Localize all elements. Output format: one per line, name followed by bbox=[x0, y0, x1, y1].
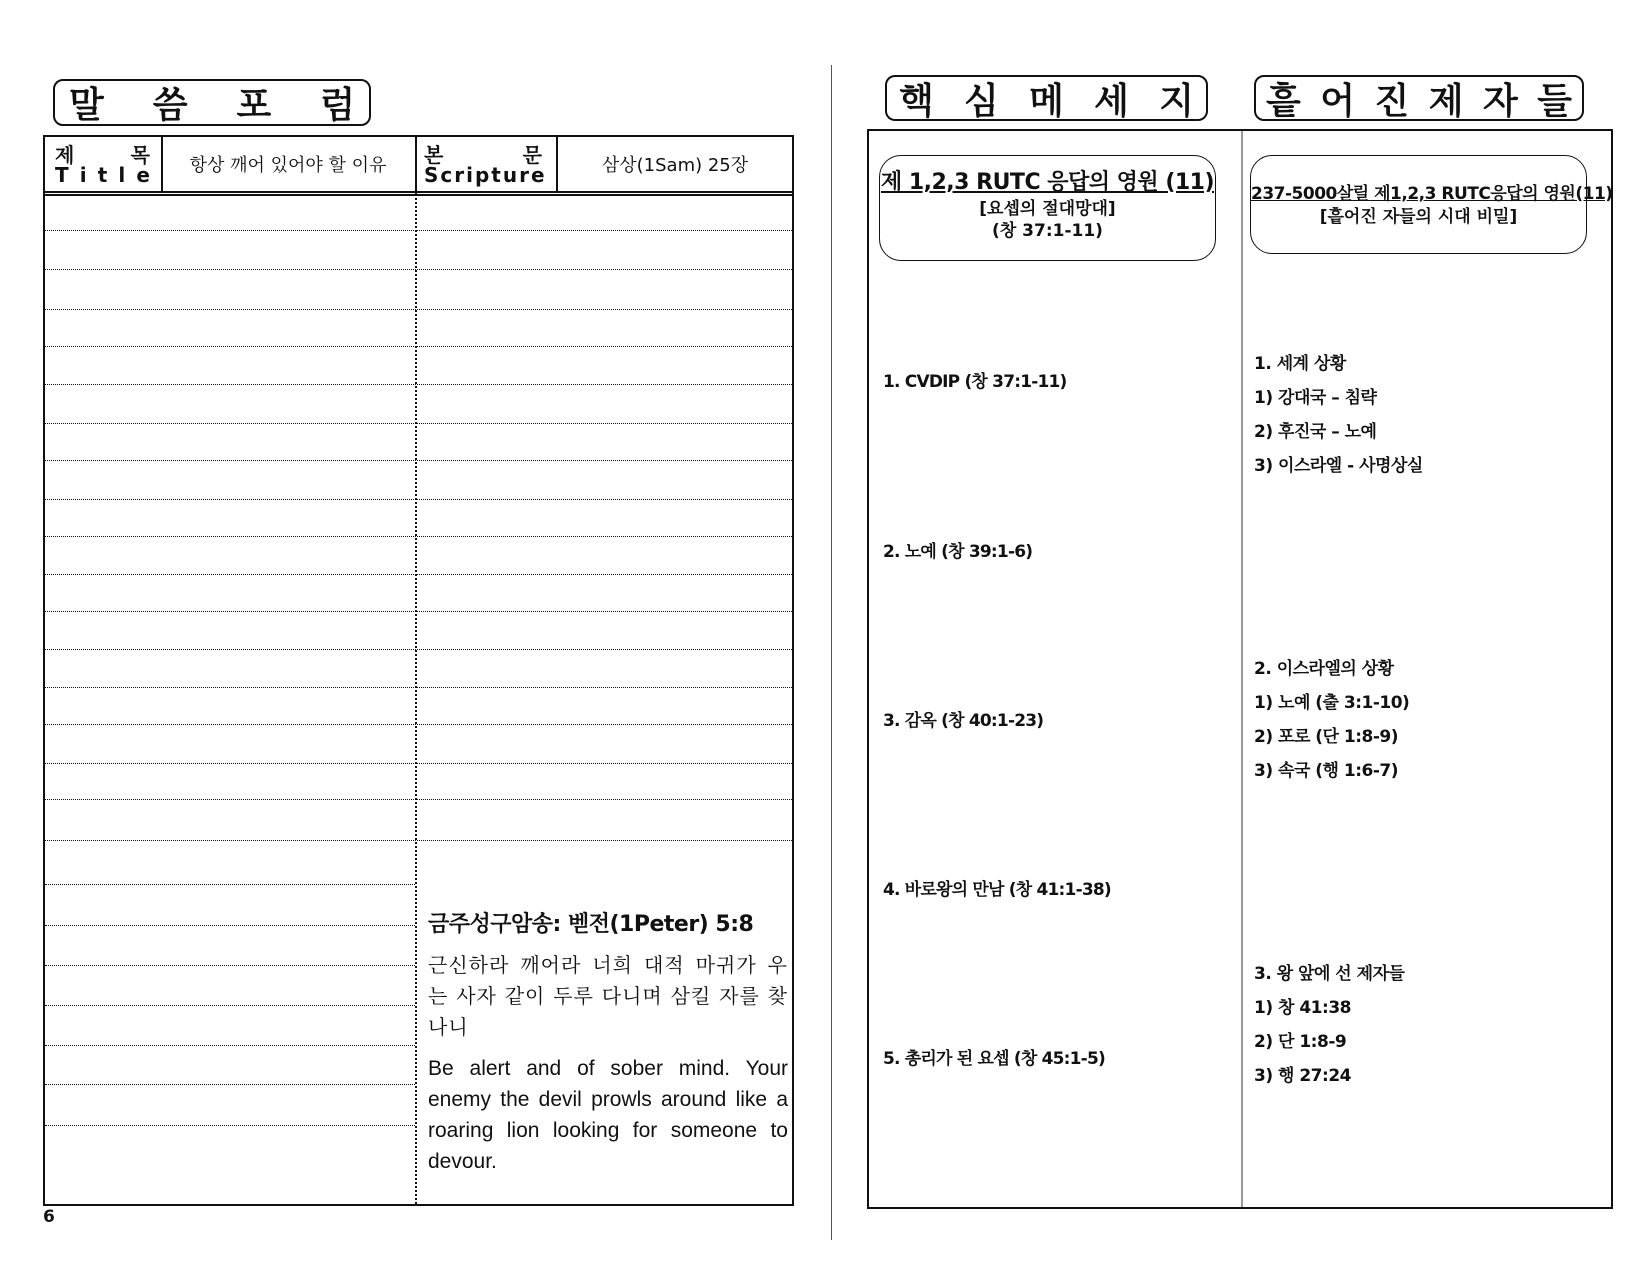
scattered-group-1 bbox=[1254, 347, 1423, 483]
writing-line bbox=[45, 460, 794, 461]
core-message-subtitle: [요셉의 절대망대] bbox=[979, 199, 1116, 219]
group-line: 3. 왕 앞에 선 제자들 bbox=[1254, 964, 1405, 984]
label-char: e bbox=[136, 163, 150, 187]
header-char: 들 bbox=[1537, 80, 1572, 122]
header-char: 포 bbox=[236, 85, 272, 126]
writing-line bbox=[45, 536, 794, 537]
header-char: 심 bbox=[964, 80, 999, 122]
memory-verse-block bbox=[428, 907, 788, 1177]
writing-line bbox=[45, 884, 415, 885]
writing-line bbox=[45, 499, 794, 500]
header-char: 씀 bbox=[152, 85, 188, 126]
scattered-disciples-title-box bbox=[1250, 155, 1613, 254]
writing-line bbox=[45, 965, 415, 966]
writing-line bbox=[45, 574, 794, 575]
header-scattered-disciples bbox=[1254, 75, 1584, 121]
title-label-english bbox=[55, 163, 150, 187]
core-point-2: 2. 노예 (창 39:1-6) bbox=[883, 542, 1033, 562]
column-divider bbox=[1241, 131, 1243, 1207]
scattered-title: 237-5000살릴 제1,2,3 RUTC응답의 영원(11) bbox=[1251, 184, 1613, 204]
memory-verse-title: 금주성구암송: 벧전(1Peter) 5:8 bbox=[428, 912, 754, 937]
writing-line bbox=[45, 649, 794, 650]
writing-line bbox=[45, 230, 794, 231]
label-char: 제 bbox=[55, 143, 75, 167]
label-char: 본 bbox=[424, 143, 444, 167]
header-char: 메 bbox=[1029, 80, 1064, 122]
label-char: T bbox=[55, 163, 69, 187]
memory-verse-english: Be alert and of sober mind. Your enemy the devil prowls around like a roaring lion looking for someone to devour. bbox=[428, 1057, 788, 1173]
writing-line bbox=[45, 309, 794, 310]
header-char: 지 bbox=[1159, 80, 1194, 122]
label-char: 목 bbox=[130, 143, 150, 167]
label-char: 문 bbox=[522, 143, 542, 167]
header-char: 진 bbox=[1374, 80, 1410, 122]
page-number: 6 bbox=[43, 1207, 55, 1227]
scattered-group-2 bbox=[1254, 652, 1409, 788]
group-line: 1) 노예 (출 3:1-10) bbox=[1254, 693, 1410, 713]
group-line: 2) 후진국 – 노예 bbox=[1254, 422, 1377, 442]
core-point-5: 5. 총리가 된 요셉 (창 45:1-5) bbox=[883, 1049, 1105, 1069]
writing-line bbox=[45, 269, 794, 270]
writing-line bbox=[45, 840, 794, 841]
header-char: 핵 bbox=[899, 80, 934, 122]
writing-line bbox=[45, 611, 794, 612]
group-line: 2) 포로 (단 1:8-9) bbox=[1254, 727, 1398, 747]
writing-line bbox=[45, 799, 794, 800]
group-line: 2. 이스라엘의 상황 bbox=[1254, 659, 1394, 679]
message-table bbox=[867, 129, 1613, 1209]
core-point-1: 1. CVDIP (창 37:1-11) bbox=[883, 372, 1067, 392]
group-line: 3) 행 27:24 bbox=[1254, 1066, 1351, 1086]
header-char: 말 bbox=[69, 85, 104, 126]
notes-table bbox=[43, 135, 794, 1206]
header-core-message bbox=[885, 75, 1208, 121]
header-char: 제 bbox=[1428, 80, 1464, 122]
writing-line bbox=[45, 384, 794, 385]
core-message-title-box bbox=[879, 155, 1216, 261]
header-char: 어 bbox=[1320, 80, 1356, 122]
core-message-reference: (창 37:1-11) bbox=[992, 221, 1103, 241]
writing-line bbox=[45, 724, 794, 725]
header-char: 흩 bbox=[1266, 80, 1301, 122]
writing-line bbox=[45, 1084, 415, 1085]
page-header-malsseum-forum bbox=[53, 79, 371, 126]
core-message-title: 제 1,2,3 RUTC 응답의 영원 (11) bbox=[880, 170, 1215, 195]
group-line: 1) 강대국 – 침략 bbox=[1254, 388, 1377, 408]
label-char: i bbox=[79, 163, 87, 187]
writing-line bbox=[45, 1005, 415, 1006]
writing-line bbox=[45, 687, 794, 688]
scripture-label-english: Scripture bbox=[424, 163, 547, 187]
header-divider bbox=[415, 137, 417, 191]
label-char: l bbox=[118, 163, 126, 187]
header-char: 자 bbox=[1482, 80, 1518, 122]
page-gutter-line bbox=[831, 65, 832, 1240]
writing-line bbox=[45, 763, 794, 764]
header-char: 세 bbox=[1094, 80, 1129, 122]
notes-table-header bbox=[45, 137, 792, 196]
writing-line bbox=[45, 1045, 415, 1046]
header-char: 럼 bbox=[320, 85, 355, 126]
group-line: 1) 창 41:38 bbox=[1254, 998, 1351, 1018]
writing-line bbox=[45, 423, 794, 424]
group-line: 2) 단 1:8-9 bbox=[1254, 1032, 1347, 1052]
scripture-value: 삼상(1Sam) 25장 bbox=[601, 155, 749, 176]
label-char: t bbox=[97, 163, 108, 187]
core-point-3: 3. 감옥 (창 40:1-23) bbox=[883, 711, 1044, 731]
group-line: 1. 세계 상황 bbox=[1254, 354, 1346, 374]
writing-line bbox=[45, 346, 794, 347]
title-value: 항상 깨어 있어야 할 이유 bbox=[189, 155, 387, 176]
writing-line bbox=[45, 925, 415, 926]
center-dotted-divider bbox=[415, 193, 417, 1204]
memory-verse-korean: 근신하라 깨어라 너희 대적 마귀가 우는 사자 같이 두루 다니며 삼킬 자를 찾나니 bbox=[428, 953, 788, 1039]
scattered-subtitle: [흩어진 자들의 시대 비밀] bbox=[1319, 207, 1518, 227]
group-line: 3) 속국 (행 1:6-7) bbox=[1254, 761, 1398, 781]
group-line: 3) 이스라엘 - 사명상실 bbox=[1254, 456, 1423, 476]
writing-line bbox=[45, 1125, 415, 1126]
core-point-4: 4. 바로왕의 만남 (창 41:1-38) bbox=[883, 880, 1111, 900]
scattered-group-3 bbox=[1254, 957, 1404, 1093]
